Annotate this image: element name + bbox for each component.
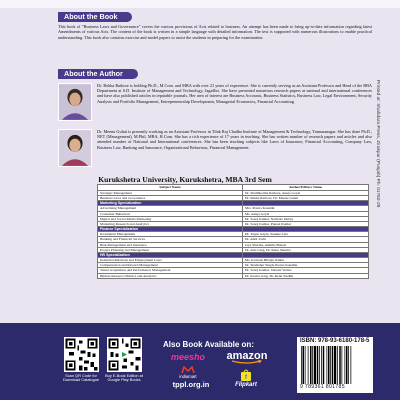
table-body xyxy=(98,191,369,279)
section-label: HR Specialization xyxy=(98,252,243,257)
catalogue-qr-code[interactable] xyxy=(64,337,99,372)
indiamart-label: indiamart xyxy=(179,374,197,379)
university-title xyxy=(0,175,370,184)
isbn-barcode xyxy=(301,346,369,384)
subject-cell: Digital and Social Media Marketing xyxy=(98,216,243,221)
printer-side-text: Printed at: Shahdara Press, Zirakpur (Punjab) Ph: 01762-28 xyxy=(375,80,380,208)
authors-cell: Dr. Amit Joshi xyxy=(243,237,369,242)
subject-cell: Human Resource Metrics and Analytics xyxy=(98,273,243,278)
authors-cell: Dr. Sanoj Kumar, Puneet Kumar xyxy=(243,221,369,226)
authors-cell: Dr. Tapan Gupta, Sunake Lata xyxy=(243,232,369,237)
indiamart-logo[interactable] xyxy=(169,366,207,379)
top-band xyxy=(0,0,400,8)
table-row xyxy=(98,273,369,278)
tppl-link[interactable]: tppl.org.in xyxy=(172,380,210,389)
subject-cell: Banking and Financial Services xyxy=(98,237,243,242)
catalogue-qr-caption: Scan QR Code for Download Catalogue xyxy=(62,373,100,383)
about-book-text: This book of "Business Laws and Governance" covers the various provisions of Acts related to business. An attempt has been made to bring up-to-date information regarding latest Amendments of various Acts. The content of the book is written in a simple language with detailed information. The text is supported with numerous illustrations to enable practical understanding. This book also contains exercise and model papers to assist the students in preparing for the examination. xyxy=(58,24,372,40)
available-on-text: Also Book Available on: xyxy=(163,340,254,349)
authors-cell: Dr. Shubhkarma Rathore, Anuja Goyal xyxy=(243,191,369,196)
author-photo-1 xyxy=(58,83,92,121)
authors-cell: Ms. Anuja Goyal xyxy=(243,211,369,216)
subject-cell: Risk Management and Insurance xyxy=(98,242,243,247)
indiamart-m-icon xyxy=(181,366,195,374)
authors-cell: Dr. Shamsher Singh, Prerna Kaushik xyxy=(243,263,369,268)
flipkart-logo[interactable] xyxy=(228,368,264,388)
authors-cell: Dr. Atul Garg, Dr. Renu Sharma xyxy=(243,247,369,252)
flipkart-label: Flipkart xyxy=(235,382,257,388)
about-book-heading: About the Book xyxy=(58,12,132,22)
subject-cell: Marketing Research and Analytics xyxy=(98,221,243,226)
section-label: Marketing Specialization xyxy=(98,201,243,206)
barcode-digits: 9 789361 801785 xyxy=(300,384,345,390)
svg-text:f: f xyxy=(245,375,247,381)
authors-cell: Ms. Kavleen Bhanji, Rinku xyxy=(243,258,369,263)
amazon-logo[interactable] xyxy=(222,350,272,364)
meesho-logo[interactable]: meesho xyxy=(171,352,206,362)
subject-cell: Compensation and Reward Management xyxy=(98,263,243,268)
subject-cell: Project Planning and Management xyxy=(98,247,243,252)
subject-cell: Advertising Management xyxy=(98,206,243,211)
isbn-text: ISBN: 978-93-6180-178-5 xyxy=(300,338,370,344)
authors-cell: Dr. Sanoj Kumar, Namrata Dubey xyxy=(243,216,369,221)
subjects-table xyxy=(97,184,369,279)
university-title-text: Kurukshetra University, Kurukshetra, MBA 3rd Sem xyxy=(98,175,272,184)
column-header-subject: Subject Name xyxy=(98,185,243,191)
column-header-authors: Author/Editors Name xyxy=(243,185,369,191)
authors-cell: Dr. Kavita Garg, Dr. Renu Sindhu xyxy=(243,273,369,278)
author-photo-2 xyxy=(58,129,92,167)
subject-cell: Industrial Relations and Employment Laws xyxy=(98,258,243,263)
authors-cell: Dr. Sanoj Kumar, Vikrant Verma xyxy=(243,268,369,273)
authors-cell: Dr. Rekha Rathore, Dr. Meenu Gulati xyxy=(243,196,369,201)
section-label: Finance Specialization xyxy=(98,227,243,232)
subject-cell: Talent Acquisition and Performance Management xyxy=(98,268,243,273)
about-author-heading: About the Author xyxy=(58,69,138,79)
author-bio-1: Dr. Rekha Rathore is holding Ph.D., M.Com. and MBA with over 21 years of experience. She is currently serving as an Assistant Professor and Head of the BBA Department at S.D. Institute of Management and Technology, Jagadhri. She have presented numerous research papers at national and international conferences and have also published articles in reputable journals. Her area of interest are Business Accounts, Business Statistics, Business Law, Legal Environment, Security Analysis and Portfolio Management, Entrepreneurship Development, Managerial Economics, Financial Accounting. xyxy=(97,83,372,104)
ebook-qr-code[interactable] xyxy=(107,337,142,372)
amazon-logo-text: amazon xyxy=(226,350,268,362)
subject-cell: Consumer Behaviour xyxy=(98,211,243,216)
subject-cell: Strategic Management xyxy=(98,191,243,196)
authors-cell: Jaya Sharma, Ashima Bansal xyxy=(243,242,369,247)
flipkart-bag-icon xyxy=(240,368,252,382)
author-bio-2: Dr. Meenu Gulati is presently working as an Assistant Professor in Tilak Raj Chadha Institute of Management & Technology, Yamunanagar. She has done Ph.D., NET (Management), M.Phil, MBA, B.Com. She has a rich experience of 17 years in teaching. She has written number of research papers and articles and also attended number of National and International conferences. She has been teaching subjects like Laws of Insurance, Financial Accounting, Company Law, Business Law, Banking and Insurance, Organisational Behaviour, Financial Management. xyxy=(97,129,372,150)
authors-cell: Mrs. Prerna Kaushik xyxy=(243,206,369,211)
ebook-qr-caption: Buy E-Book Edition at Google Play Books xyxy=(105,373,143,383)
subject-cell: Investment Management xyxy=(98,232,243,237)
subject-cell: Business Laws and Governance xyxy=(98,196,243,201)
